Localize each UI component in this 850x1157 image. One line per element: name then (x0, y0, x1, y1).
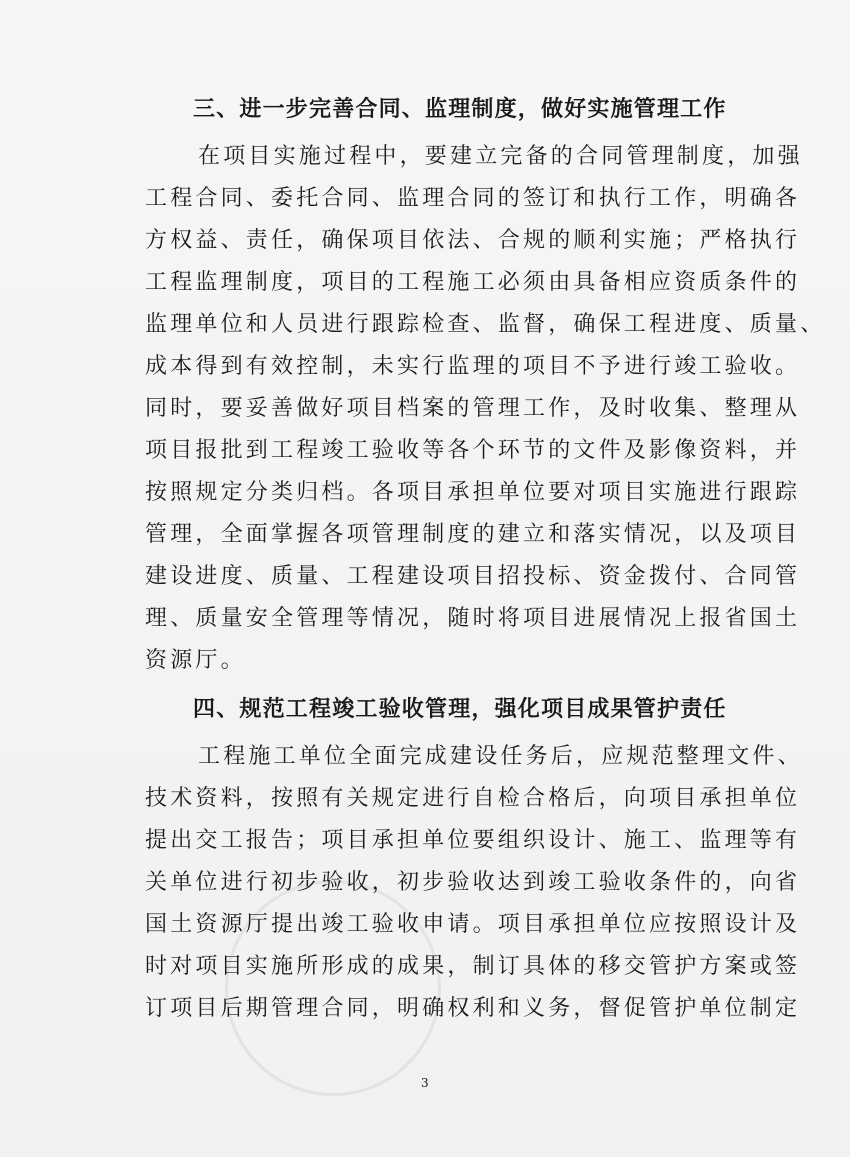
paragraph-line: 方权益、责任，确保项目依法、合规的顺利实施；严格执行 (145, 228, 801, 253)
paragraph-line: 时对项目实施所形成的成果，制订具体的移交管护方案或签 (145, 954, 801, 979)
paragraph-line: 订项目后期管理合同，明确权利和义务，督促管护单位制定 (145, 996, 801, 1021)
paragraph-line: 监理单位和人员进行跟踪检查、监督，确保工程进度、质量、 (145, 312, 826, 337)
paragraph-line: 资源厅。 (145, 648, 246, 673)
paragraph-line: 管理，全面掌握各项管理制度的建立和落实情况，以及项目 (145, 522, 801, 547)
paragraph-line: 技术资料，按照有关规定进行自检合格后，向项目承担单位 (145, 786, 801, 811)
paragraph-line: 关单位进行初步验收，初步验收达到竣工验收条件的，向省 (145, 870, 801, 895)
paragraph-line: 在项目实施过程中，要建立完备的合同管理制度，加强 (198, 144, 803, 169)
paragraph-line: 国土资源厅提出竣工验收申请。项目承担单位应按照设计及 (145, 912, 801, 937)
section-heading-3: 三、进一步完善合同、监理制度，做好实施管理工作 (193, 96, 727, 122)
section-heading-4: 四、规范工程竣工验收管理，强化项目成果管护责任 (193, 696, 727, 722)
paragraph-line: 工程合同、委托合同、监理合同的签订和执行工作，明确各 (145, 186, 801, 211)
paragraph-line: 成本得到有效控制，未实行监理的项目不予进行竣工验收。 (145, 354, 801, 379)
paragraph-line: 提出交工报告；项目承担单位要组织设计、施工、监理等有 (145, 828, 801, 853)
paragraph-line: 建设进度、质量、工程建设项目招投标、资金拨付、合同管 (145, 564, 801, 589)
paragraph-line: 理、质量安全管理等情况，随时将项目进展情况上报省国土 (145, 606, 801, 631)
page-number: 3 (421, 1076, 429, 1090)
paragraph-line: 工程施工单位全面完成建设任务后，应规范整理文件、 (198, 744, 803, 769)
paragraph-line: 工程监理制度，项目的工程施工必须由具备相应资质条件的 (145, 270, 801, 295)
paragraph-line: 按照规定分类归档。各项目承担单位要对项目实施进行跟踪 (145, 480, 801, 505)
paragraph-line: 同时，要妥善做好项目档案的管理工作，及时收集、整理从 (145, 396, 801, 421)
paragraph-line: 项目报批到工程竣工验收等各个环节的文件及影像资料，并 (145, 438, 801, 463)
